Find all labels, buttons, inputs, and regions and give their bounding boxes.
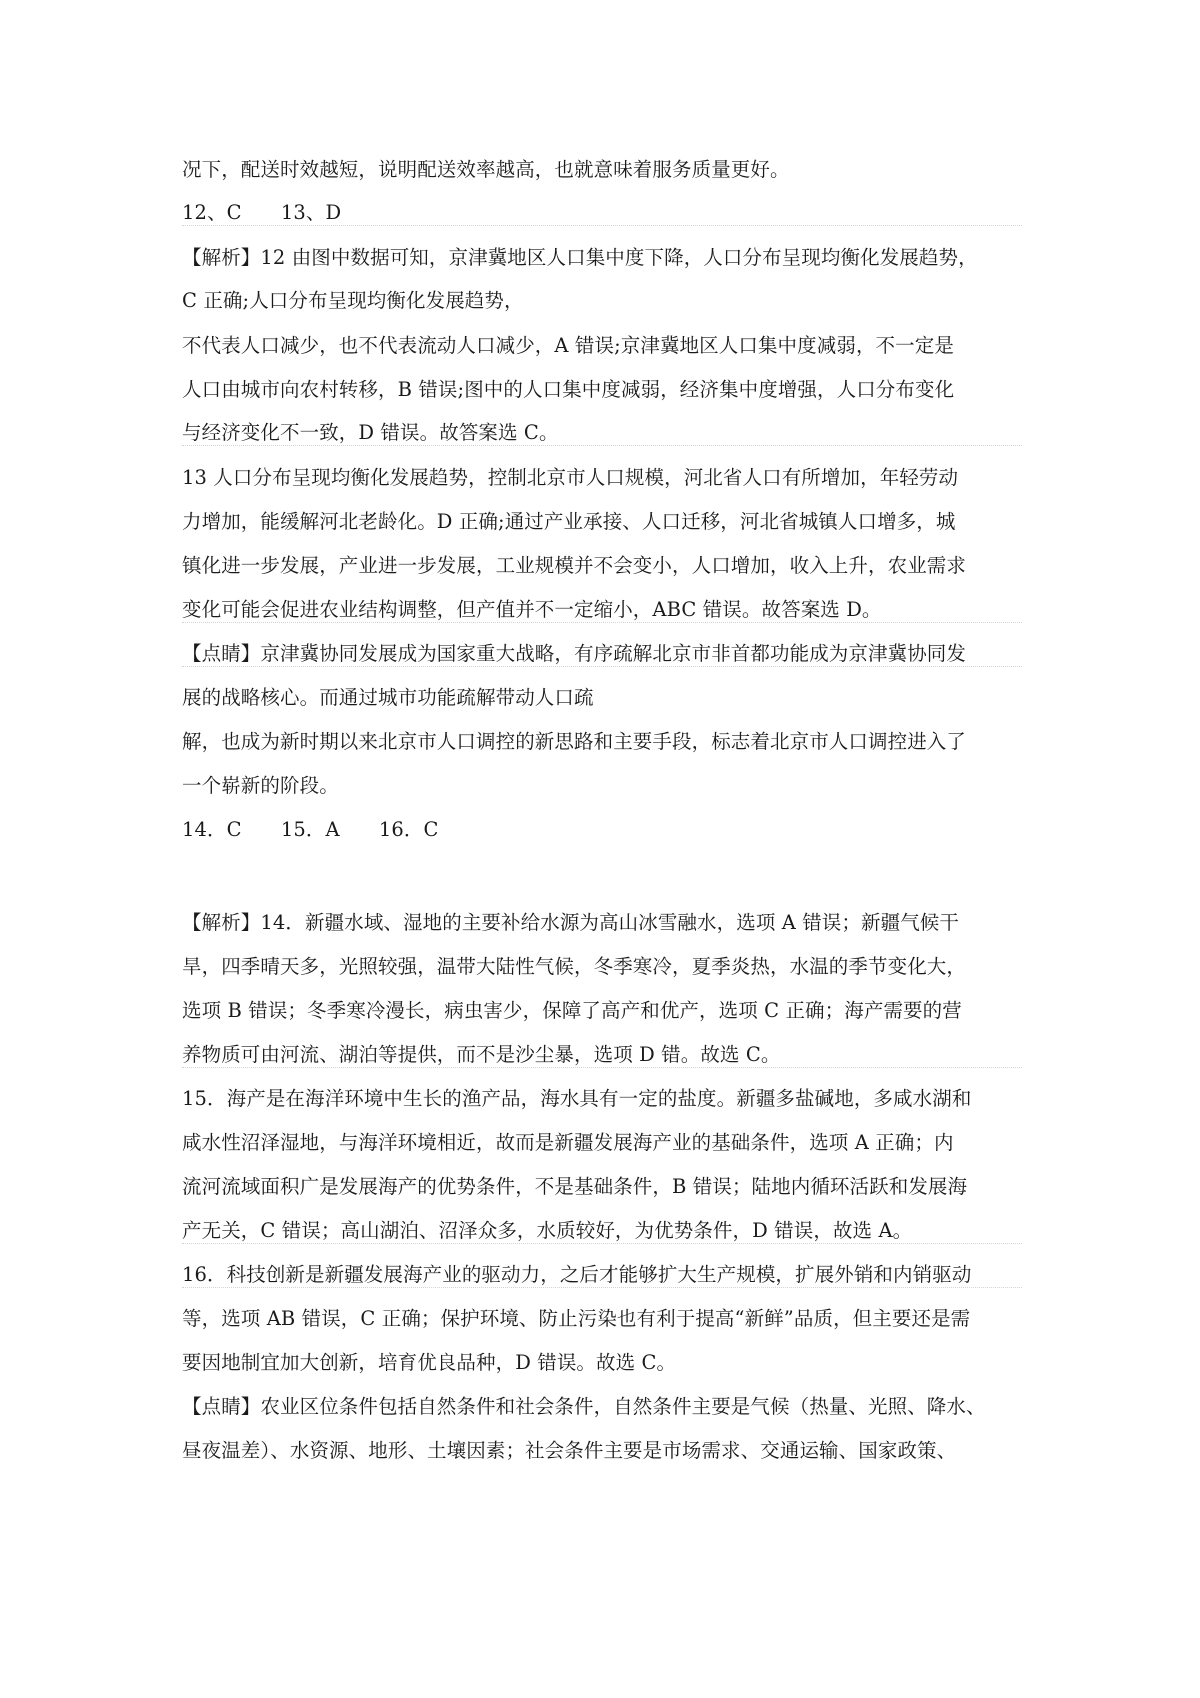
dotted-divider [182, 622, 1022, 623]
text-line: 16．科技创新是新疆发展海产业的驱动力，之后才能够扩大生产规模，扩展外销和内销驱动 [182, 1263, 972, 1286]
text-line: 不代表人口减少，也不代表流动人口减少，A 错误;京津冀地区人口集中度减弱，不一定是 [182, 334, 954, 357]
text-line: 力增加，能缓解河北老龄化。D 正确;通过产业承接、人口迁移，河北省城镇人口增多，城 [182, 510, 956, 533]
dotted-divider [182, 666, 1022, 667]
comment-line: 【点睛】农业区位条件包括自然条件和社会条件，自然条件主要是气候（热量、光照、降水、 [182, 1395, 986, 1418]
text-line: 变化可能会促进农业结构调整，但产值并不一定缩小，ABC 错误。故答案选 D。 [182, 598, 882, 621]
text-line: 15．海产是在海洋环境中生长的渔产品，海水具有一定的盐度。新疆多盐碱地，多咸水湖和 [182, 1087, 972, 1110]
text-line: 与经济变化不一致，D 错误。故答案选 C。 [182, 421, 559, 444]
text-line: 产无关，C 错误；高山湖泊、沼泽众多，水质较好，为优势条件，D 错误，故选 A。 [182, 1219, 913, 1242]
text-line: 镇化进一步发展，产业进一步发展，工业规模并不会变小，人口增加，收入上升，农业需求 [182, 554, 967, 577]
text-line: 展的战略核心。而通过城市功能疏解带动人口疏 [182, 686, 594, 709]
answer-line: 12、C 13、D [182, 201, 342, 224]
text-line: 13 人口分布呈现均衡化发展趋势，控制北京市人口规模，河北省人口有所增加，年轻劳动 [182, 466, 959, 489]
text-line: 咸水性沼泽湿地，与海洋环境相近，故而是新疆发展海产业的基础条件，选项 A 正确；内 [182, 1131, 954, 1154]
text-line: 旱，四季晴天多，光照较强，温带大陆性气候，冬季寒冷，夏季炎热，水温的季节变化大， [182, 955, 967, 978]
analysis-line: 【解析】14．新疆水域、湿地的主要补给水源为高山冰雪融水，选项 A 错误；新疆气候干 [182, 911, 959, 934]
dotted-divider [182, 1287, 1022, 1288]
text-line: 流河流域面积广是发展海产的优势条件，不是基础条件，B 错误；陆地内循环活跃和发展海 [182, 1175, 968, 1198]
text-line: 一个崭新的阶段。 [182, 774, 339, 797]
text-line: 养物质可由河流、湖泊等提供，而不是沙尘暴，选项 D 错。故选 C。 [182, 1043, 781, 1066]
text-line: C 正确;人口分布呈现均衡化发展趋势， [182, 289, 524, 312]
analysis-line: 【解析】12 由图中数据可知，京津冀地区人口集中度下降，人口分布呈现均衡化发展趋势， [182, 246, 978, 269]
dotted-divider [182, 1243, 1022, 1244]
text-line: 昼夜温差）、水资源、地形、土壤因素；社会条件主要是市场需求、交通运输、国家政策、 [182, 1439, 957, 1462]
comment-line: 【点睛】京津冀协同发展成为国家重大战略，有序疏解北京市非首都功能成为京津冀协同发 [182, 642, 967, 665]
text-line: 要因地制宜加大创新，培育优良品种，D 错误。故选 C。 [182, 1351, 677, 1374]
answer-line: 14．C 15．A 16．C [182, 818, 439, 841]
text-line: 况下，配送时效越短，说明配送效率越高，也就意味着服务质量更好。 [182, 158, 790, 181]
dotted-divider [182, 445, 1022, 446]
text-line: 选项 B 错误；冬季寒冷漫长，病虫害少，保障了高产和优产，选项 C 正确；海产需要的营 [182, 999, 962, 1022]
text-line: 等，选项 AB 错误，C 正确；保护环境、防止污染也有利于提高“新鲜”品质，但主要还是需 [182, 1307, 971, 1330]
dotted-divider [182, 225, 1022, 226]
text-line: 人口由城市向农村转移，B 错误;图中的人口集中度减弱，经济集中度增强，人口分布变化 [182, 378, 955, 401]
text-line: 解，也成为新时期以来北京市人口调控的新思路和主要手段，标志着北京市人口调控进入了 [182, 730, 967, 753]
dotted-divider [182, 1067, 1022, 1068]
